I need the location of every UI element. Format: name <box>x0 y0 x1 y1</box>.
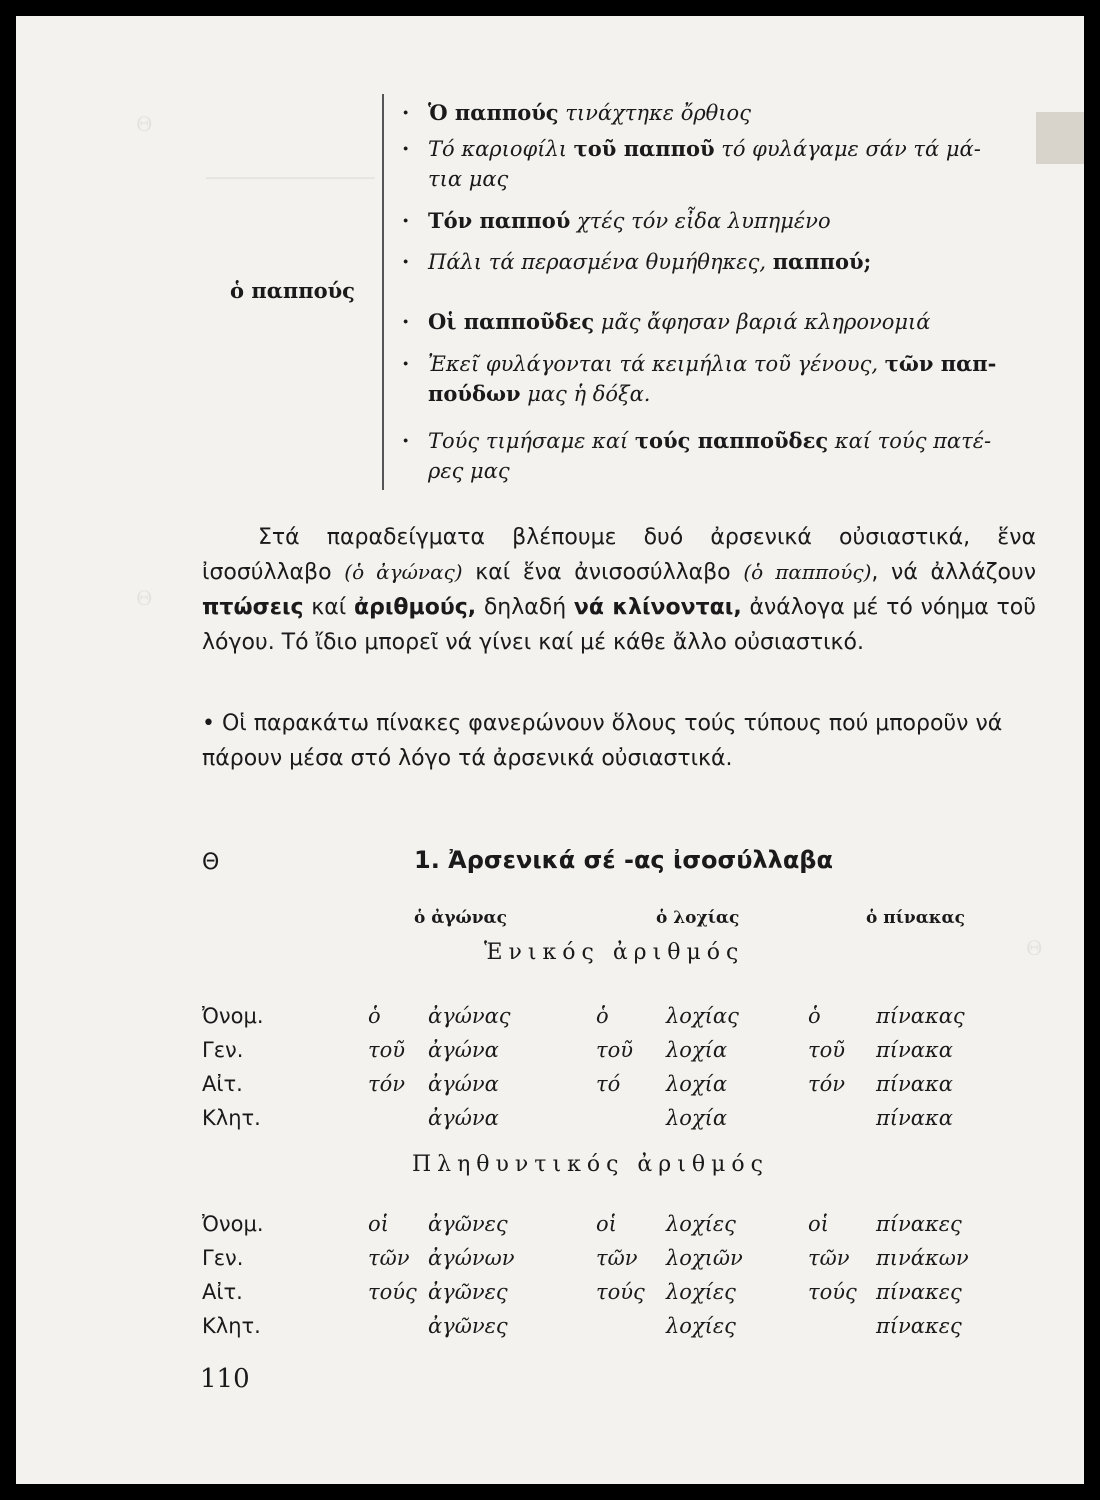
table-row: Ὀνομ. ὁ ἀγώνας ὁ λοχίας ὁ πίνακας <box>202 1004 965 1028</box>
bleed-through: Θ <box>1026 936 1043 960</box>
table-row: Κλητ. ἀγώνα λοχία πίνακα <box>202 1106 953 1130</box>
bleed-through: Θ <box>136 112 153 136</box>
bleed-through: ────────────── <box>206 166 375 190</box>
example-label: ὁ παππούς <box>230 278 355 303</box>
section-title: 1. Ἀρσενικά σέ -ας ἰσοσύλλαβα <box>414 846 833 874</box>
explanation-paragraph: Στά παραδείγματα βλέπουμε δυό ἀρσενικά οὐσιαστικά, ἕνα ἰσοσύλλαβο (ὁ ἀγώνας) καί ἕνα ἀνισοσύλλαβο (ὁ παππούς), νά ἀλλάζουν πτώσεις καί ἀριθμούς, δηλαδή νά κλίνονται, ἀνάλογα μέ τό νόημα τοῦ λόγου. Τό ἴδιο μπορεῖ νά γίνει καί μέ κάθε ἄλλο οὐσιαστικό. <box>202 525 1037 655</box>
table-row: Αἰτ. τόν ἀγώνα τό λοχία τόν πίνακα <box>202 1072 953 1096</box>
table-row: Γεν. τῶν ἀγώνων τῶν λοχιῶν τῶν πινάκων <box>202 1246 969 1270</box>
table-row: Ὀνομ. οἱ ἀγῶνες οἱ λοχίες οἱ πίνακες <box>202 1212 962 1236</box>
divider-line <box>382 94 384 490</box>
singular-title: Ἑνικός ἀριθμός <box>484 940 745 965</box>
bleed-through: Θ <box>136 586 153 610</box>
section-symbol: Θ <box>202 850 220 875</box>
page-number: 110 <box>200 1364 250 1394</box>
table-row: Αἰτ. τούς ἀγῶνες τούς λοχίες τούς πίνακες <box>202 1280 962 1304</box>
column-head: ὁ πίνακας <box>866 908 965 928</box>
column-head: ὁ λοχίας <box>656 908 740 928</box>
table-row: Γεν. τοῦ ἀγώνα τοῦ λοχία τοῦ πίνακα <box>202 1038 953 1062</box>
scanned-page: Θ ────────────── Θ Θ ὁ παππούς · Ὁ παππούς τινάχτηκε ὄρθιος · Τό καριοφίλι τοῦ παπποῦ τό φυλάγαμε σάν τά μά- τια μας · Τόν παππού χτές τόν εἶδα λυπημένο · Πάλι τά περασμένα θυμήθηκες, παππού; · Οἱ παπποῦδες μᾶς ἄφησαν βαριά κληρονομιά · Ἐκεῖ φυλάγονται τά κειμήλια τοῦ γένους, τῶν παπ- πούδων μας ἡ δόξα. · Τούς τιμήσαμε καί τούς παπποῦδες καί τούς πατέ- ρες μας Στά παραδείγματα βλέπουμε δυό ἀρσενικά οὐσιαστικά, ἕνα ἰσοσύλλαβο (ὁ ἀγώνας) καί ἕνα ἀνισοσύλλαβο (ὁ παππούς), νά ἀλλάζουν πτώσεις καί ἀριθμούς, δηλαδή νά κλίνονται, ἀνάλογα μέ τό νόημα τοῦ λόγου. Τό ἴδιο μπορεῖ νά γίνει καί μέ κάθε ἄλλο οὐσιαστικό. • Οἱ παρακάτω πίνακες φανερώνουν ὅλους τούς τύπους πού μποροῦν νά πάρουν μέσα στό λόγο τά ἀρσενικά οὐσιαστικά. Θ 1. Ἀρσενικά σέ -ας ἰσοσύλλαβα ὁ ἀγώνας ὁ λοχίας ὁ πίνακας Ἑνικός ἀριθμός Ὀνομ. ὁ ἀγώνας ὁ λοχίας ὁ πίνακας Γεν. τοῦ ἀγώνα τοῦ λοχία τοῦ πίνακα Αἰτ. τόν ἀγώνα τό λοχία τόν πίνακα Κλητ. ἀγώνα λοχία πίνακα Πληθυντικός ἀριθμός Ὀνομ. οἱ ἀγῶνες οἱ λοχίες οἱ πίνακες Γεν. τῶν ἀγώνων τῶν λοχιῶν τῶν πινάκων Αἰτ. τούς ἀγῶνες τούς λοχίες τούς πίνακες Κλητ. ἀγῶνες λοχίες πίνακες 110 <box>16 16 1084 1484</box>
table-row: Κλητ. ἀγῶνες λοχίες πίνακες <box>202 1314 962 1338</box>
column-head: ὁ ἀγώνας <box>414 908 507 928</box>
plural-title: Πληθυντικός ἀριθμός <box>412 1152 769 1177</box>
tables-intro-paragraph: • Οἱ παρακάτω πίνακες φανερώνουν ὅλους τούς τύπους πού μποροῦν νά πάρουν μέσα στό λόγο τά ἀρσενικά οὐσιαστικά. <box>202 711 1003 771</box>
